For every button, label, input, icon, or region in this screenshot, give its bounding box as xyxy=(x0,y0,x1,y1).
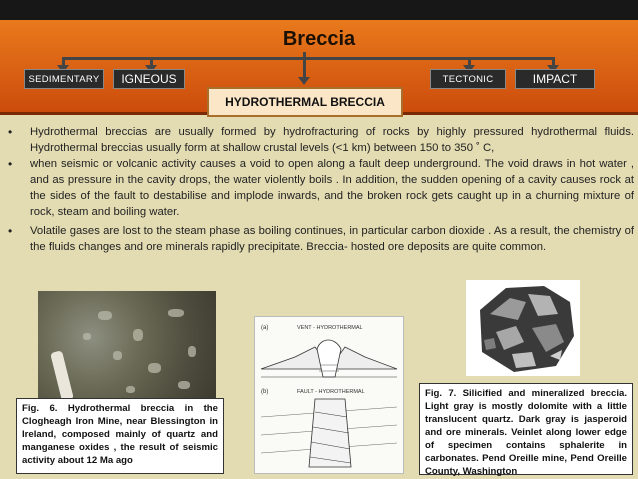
hydrothermal-diagram xyxy=(254,316,404,474)
category-hydrothermal-breccia[interactable]: HYDROTHERMAL BRECCIA xyxy=(207,87,403,117)
connector-horizontal-line xyxy=(62,57,554,60)
bullet-text: when seismic or volcanic activity causes a void to open along a fault deep underground. The void draws in hot water , and as pressure in the cavity drops, the water violently boils . In addition, the sudden opening of a cavity causes rock at the sides of the fault to destabilise and implode inwards, and the broken rock gets caught up in a churning mixture of rock, steam and boiling water. xyxy=(30,158,634,218)
category-tectonic[interactable]: TECTONIC xyxy=(430,69,506,89)
bullet-dot-icon: • xyxy=(8,125,13,139)
category-igneous[interactable]: IGNEOUS xyxy=(113,69,185,89)
bullet-item xyxy=(8,223,634,255)
top-dark-strip xyxy=(0,0,638,20)
category-sedimentary[interactable]: SEDIMENTARY xyxy=(24,69,104,89)
category-impact[interactable]: IMPACT xyxy=(515,69,595,89)
diagram-label-b: (b) xyxy=(261,389,269,395)
breccia-specimen-svg xyxy=(466,280,580,376)
breccia-specimen-photo xyxy=(466,280,580,376)
diagram-title-vent: VENT - HYDROTHERMAL xyxy=(297,325,363,331)
connector-drop-hydrothermal xyxy=(303,57,306,79)
hammer-handle xyxy=(50,350,74,401)
bullet-item xyxy=(8,156,634,220)
page-title: Breccia xyxy=(282,28,356,50)
breccia-photo-clogheagh xyxy=(38,291,216,407)
bullet-list xyxy=(8,124,634,255)
hydrothermal-diagram-svg xyxy=(255,317,403,473)
arrowhead-hydrothermal xyxy=(298,77,310,85)
diagram-title-fault: FAULT - HYDROTHERMAL xyxy=(297,389,365,395)
figure-6-caption: Fig. 6. Hydrothermal breccia in the Clogheagh Iron Mine, near Blessington in Ireland, composed mainly of quartz and manganese oxides , the result of seismic activity about 12 Ma ago xyxy=(16,398,224,474)
bullet-text: Hydrothermal breccias are usually formed by hydrofracturing of rocks by highly pressured hydrothermal fluids. Hydrothermal breccias usually form at shallow crustal levels (<1 km) between 150 to 350 ˚ C, xyxy=(30,126,634,154)
bullet-dot-icon: • xyxy=(8,157,13,171)
bullet-text: Volatile gases are lost to the steam phase as boiling continues, in particular carbon dioxide . As a result, the chemistry of the fluids changes and ore minerals rapidly precipitate. Breccia- hosted ore deposits are quite common. xyxy=(30,225,634,253)
diagram-label-a: (a) xyxy=(261,325,269,331)
bullet-item xyxy=(8,124,634,156)
bullet-dot-icon: • xyxy=(8,224,13,238)
figure-7-caption: Fig. 7. Silicified and mineralized breccia. Light gray is mostly dolomite with a little translucent quartz. Dark gray is jasperoid and ore minerals. Veinlet along lower edge of specimen contains sphalerite in carbonates. Pend Oreille mine, Pend Oreille County, Washington xyxy=(419,383,633,475)
